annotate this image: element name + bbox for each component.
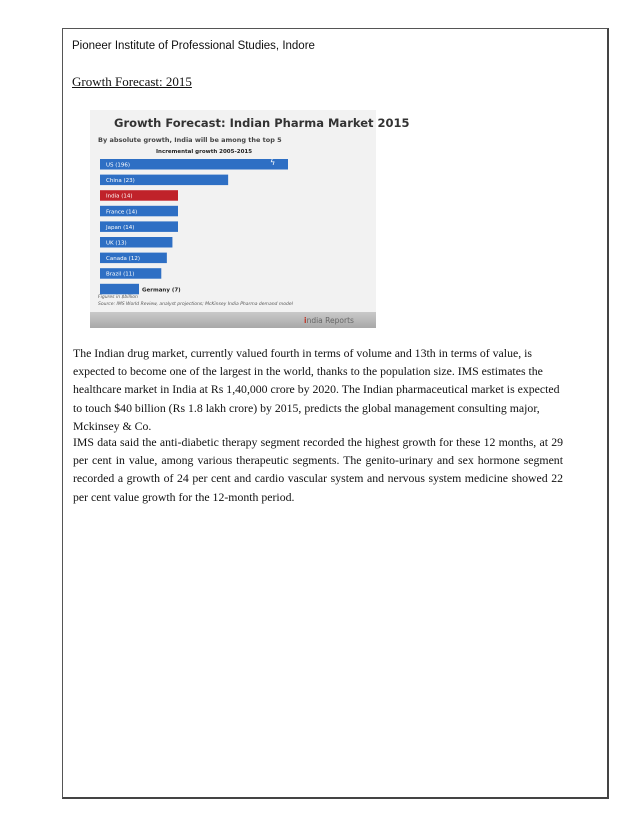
chart-figure — [90, 110, 410, 328]
chart-source-note: Source: IMS World Review, analyst projections; McKinsey India Pharma demand model — [98, 302, 293, 307]
bar-label: Japan (14) — [106, 224, 135, 231]
bar-label: Brazil (11) — [106, 271, 135, 278]
page-header: Pioneer Institute of Professional Studies, Indore — [72, 40, 315, 52]
section-title: Growth Forecast: 2015 — [72, 74, 192, 89]
brand-mark: i — [304, 316, 307, 325]
paragraph-market-overview: The Indian drug market, currently valued fourth in terms of volume and 13th in terms of value, is expected to become one of the largest in the world, thanks to the population size. IMS estimates the healthcare market in India at Rs 1,40,000 crore by 2020. The Indian pharmaceutical market is expected to touch $40 billion (Rs 1.8 lakh crore) by 2015, predicts the global management consulting major, Mckinsey & Co. — [73, 346, 560, 433]
brand-logo — [304, 316, 354, 325]
brand-text: ndia Reports — [306, 316, 354, 325]
paragraph-ims-data: IMS data said the anti-diabetic therapy segment recorded the highest growth for these 12 months, at 29 per cent in value, among various therapeutic segments. The genito-urinary and sex hormone segment recorded a growth of 24 per cent and cardio vascular system and nervous system medicine showed 22 per cent value growth for the 12-month period. — [73, 435, 563, 504]
bar-label: India (14) — [106, 193, 133, 200]
bar-label: UK (13) — [106, 240, 127, 247]
chart-subtitle: By absolute growth, India will be among the top 5 — [98, 136, 282, 144]
bar-label: Canada (12) — [106, 256, 140, 263]
bar-label: US (196) — [106, 162, 131, 169]
chart-units-note: Figures in $billion — [98, 295, 138, 300]
bar-label: France (14) — [106, 209, 138, 216]
break-icon: ϟ — [270, 158, 276, 167]
bar-label: China (23) — [106, 178, 135, 185]
bar — [100, 284, 139, 295]
chart-axis-label: Incremental growth 2005-2015 — [156, 149, 253, 155]
chart-title: Growth Forecast: Indian Pharma Market 2015 — [114, 116, 410, 130]
bar-label: Germany (7) — [142, 287, 181, 294]
